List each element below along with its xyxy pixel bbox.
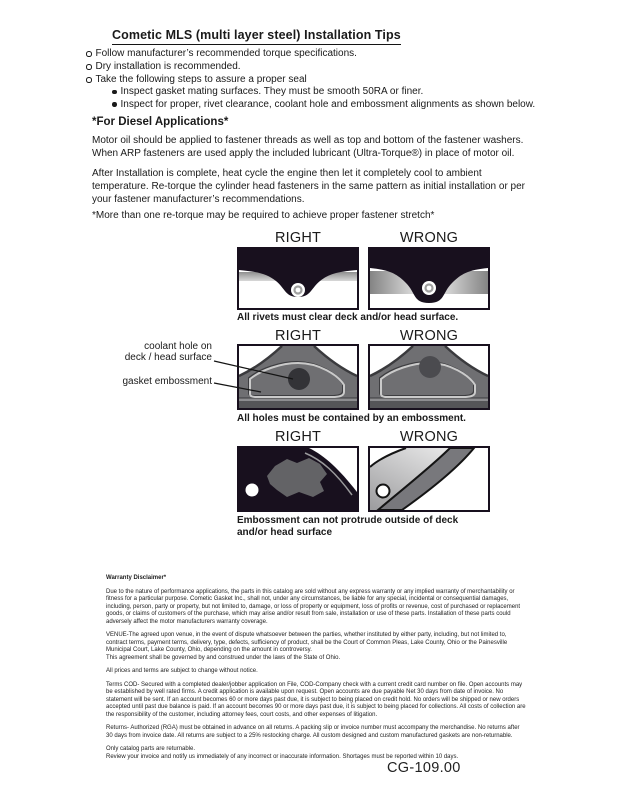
list-item bbox=[86, 60, 535, 73]
filled-bullet-icon bbox=[112, 102, 117, 107]
filled-bullet-icon bbox=[112, 90, 117, 95]
gasket-embossment-label: gasket embossment bbox=[122, 376, 212, 387]
wrong-label: WRONG bbox=[399, 328, 459, 344]
disclaimer-paragraph: VENUE-The agreed upon venue, in the event of dispute whatsoever between the parties, whether instituted by either party, including, but not limited to, contract terms, payment terms, delivery, type, defects, sufficiency of product, shall be the Court of Common Pleas, Lake County, Ohio or the Painesville Municipal Court, Lake County, Ohio, depending on the amount in controversy. bbox=[106, 632, 508, 653]
embossment-protrude-right-diagram bbox=[237, 446, 359, 512]
page-title: Cometic MLS (multi layer steel) Installation Tips bbox=[112, 28, 401, 45]
bullet-text: Inspect gasket mating surfaces. They must be smooth 50RA or finer. bbox=[120, 86, 424, 97]
list-item bbox=[86, 73, 535, 86]
right-label: RIGHT bbox=[274, 429, 322, 445]
embossment-protrude-wrong-diagram bbox=[368, 446, 490, 512]
disclaimer-paragraph: This agreement shall be governed by and construed under the laws of the State of Ohio. bbox=[106, 654, 341, 661]
bullet-list bbox=[86, 47, 535, 111]
list-item bbox=[86, 47, 535, 60]
row1-caption: All rivets must clear deck and/or head surface. bbox=[237, 312, 459, 323]
open-bullet-icon bbox=[86, 64, 92, 70]
wrong-label: WRONG bbox=[399, 429, 459, 445]
page-code: CG-109.00 bbox=[387, 760, 461, 776]
bullet-text: Follow manufacturer’s recommended torque specifications. bbox=[95, 48, 357, 59]
warranty-disclaimer bbox=[106, 575, 526, 761]
row3-caption: Embossment can not protrude outside of deck and/or head surface bbox=[237, 515, 459, 538]
right-label: RIGHT bbox=[274, 230, 322, 246]
list-item bbox=[112, 99, 535, 112]
hole-embossment-wrong-diagram bbox=[368, 344, 490, 410]
diesel-paragraph-2: After Installation is complete, heat cycle the engine then let it completely cool to ambient temperature. Re-torque the cylinder head fasteners in the same pattern as initial installation or per your fastener manufacturer’s recommendations. bbox=[92, 168, 526, 206]
row2-caption: All holes must be contained by an embossment. bbox=[237, 413, 466, 424]
re-torque-note: *More than one re-torque may be required to achieve proper fastener stretch* bbox=[92, 210, 435, 221]
diesel-paragraph-1: Motor oil should be applied to fastener threads as well as top and bottom of the fastener washers. When ARP fasteners are used apply the included lubricant (Ultra-Torque®) in place of motor oil. bbox=[92, 135, 524, 160]
rivet-clearance-wrong-diagram bbox=[368, 247, 490, 310]
wrong-label: WRONG bbox=[399, 230, 459, 246]
disclaimer-paragraph: Returns- Authorized (RGA) must be obtained in advance on all returns. A packing slip or invoice number must accompany the merchandise. No returns after 30 days from invoice date. All returns are subject to a 25% restocking charge. All custom designed and custom manufactured gaskets are non-returnable. bbox=[106, 725, 520, 739]
list-item bbox=[112, 86, 535, 99]
hole-embossment-right-diagram bbox=[237, 344, 359, 410]
page-title-wrap bbox=[112, 26, 401, 44]
bullet-text: Dry installation is recommended. bbox=[95, 61, 241, 72]
open-bullet-icon bbox=[86, 77, 92, 83]
rivet-clearance-right-diagram bbox=[237, 247, 359, 310]
disclaimer-paragraph: Terms COD- Secured with a completed dealer/jobber application on File, COD-Company check with a current credit card number on file. Open accounts may be established by well rated firms. A credit application is available upon request. Open accounts are due payable Net 30 days from date of invoice. No statement will be sent. If an account becomes 60 or more days past due, it is subject to being placed on credit hold. No orders will be shipped or new orders accepted until past due balance is paid. If an account becomes 90 or more days past due, it is subject to being placed for collections. All costs of collection are the responsibility of the customer, including attorney fees, court costs, and other expenses of litigation. bbox=[106, 681, 526, 718]
bullet-text: Take the following steps to assure a proper seal bbox=[95, 74, 307, 85]
disclaimer-paragraph: All prices and terms are subject to change without notice. bbox=[106, 668, 258, 674]
open-bullet-icon bbox=[86, 51, 92, 57]
diesel-heading: *For Diesel Applications* bbox=[92, 116, 229, 128]
disclaimer-paragraph: Only catalog parts are returnable. bbox=[106, 746, 196, 752]
disclaimer-heading: Warranty Disclaimer* bbox=[106, 575, 167, 581]
bullet-text: Inspect for proper, rivet clearance, coolant hole and embossment alignments as shown below. bbox=[120, 98, 536, 110]
disclaimer-paragraph: Due to the nature of performance applications, the parts in this catalog are sold without any express warranty or any implied warranty of merchantability or fitness for a particular purpose. Cometic Gasket Inc., shall not, under any circumstances, be liable for any special, incidental or consequential damages, including, person, party or property, but not limited to, damage, or loss of property or equipment, loss of profits or revenue, cost of purchased or replacement goods, or claims of customers of the purchase, which may arise and/or result from sale, installation or use of these parts. Installation of these parts could adversely affect the motor manufacturers warranty coverage. bbox=[106, 588, 521, 625]
right-label: RIGHT bbox=[274, 328, 322, 344]
disclaimer-paragraph: Review your invoice and notify us immediately of any incorrect or inaccurate information. Shortages must be reported within 10 days. bbox=[106, 753, 459, 760]
coolant-hole-label: coolant hole on deck / head surface bbox=[124, 341, 212, 363]
